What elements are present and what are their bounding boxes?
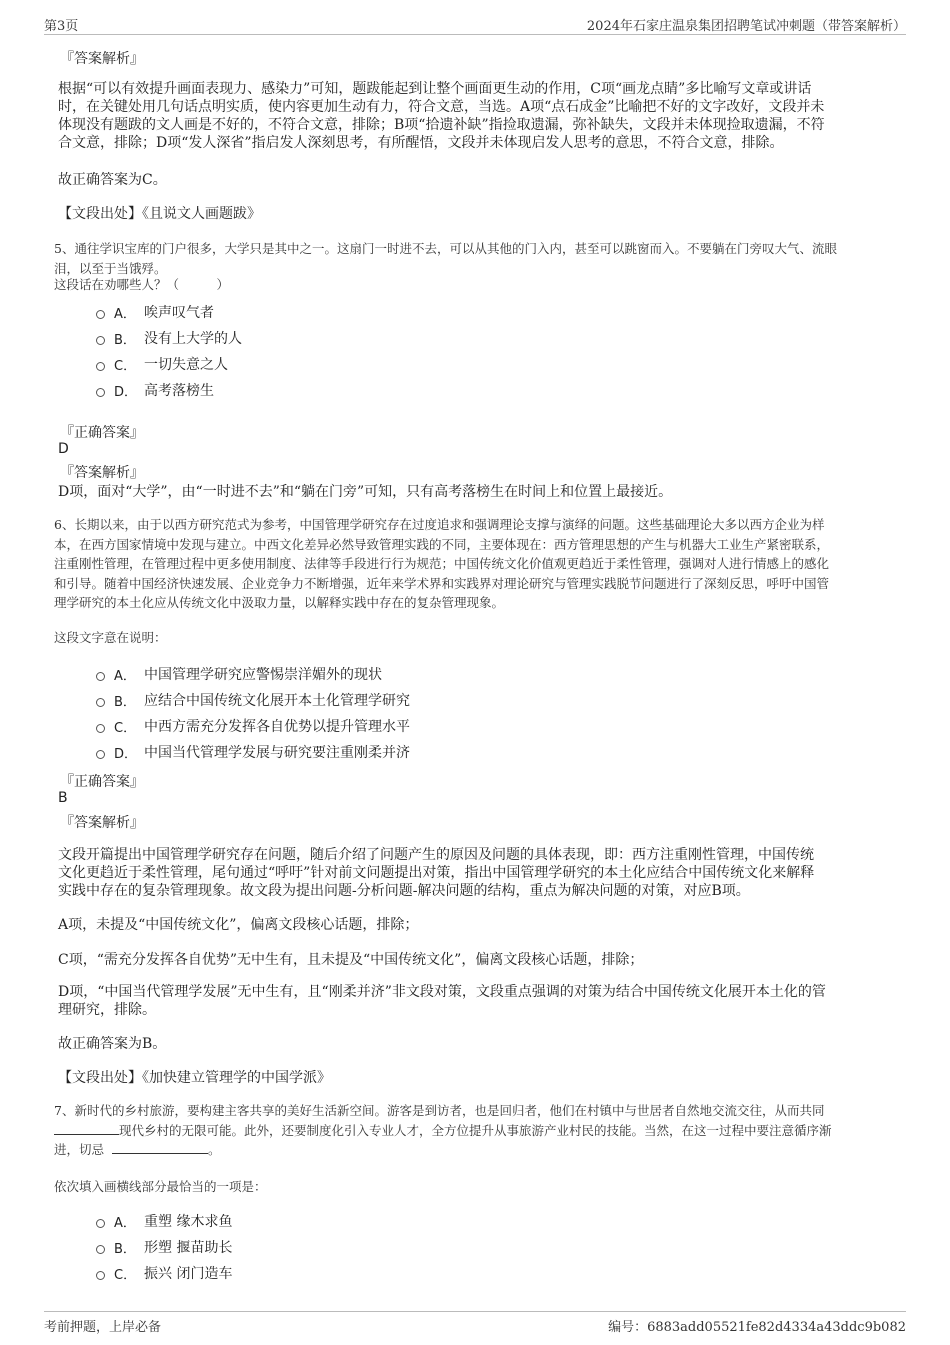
- q5-option-b[interactable]: B． 没有上大学的人: [96, 328, 242, 348]
- q6-analysis-a: A项，未提及“中国传统文化”，偏离文段核心话题，排除；: [58, 917, 419, 933]
- q6-analysis-d: D项，“中国当代管理学发展”无中生有，且“刚柔并济”非文段对策，文段重点强调的对策为结合中国传统文化展开本土化的管 理研究，排除。: [58, 984, 826, 1018]
- q4-conclusion: 故正确答案为C。: [58, 172, 167, 188]
- q6-option-c[interactable]: C． 中西方需充分发挥各自优势以提升管理水平: [96, 716, 410, 736]
- q6-stem-line: 本，在西方国家情境中发现与建立。中西文化差异必然导致管理实践的不同，主要体现在：西方管理思想的产生与机器大工业生产紧密联系，: [54, 536, 830, 552]
- q5-stem: [54, 239, 892, 295]
- q7-stem-line: 7、新时代的乡村旅游，要构建主客共享的美好生活新空间。游客是到访者，也是回归者，他们在村镇中与世居者自然地交流交往，从而共同: [54, 1103, 825, 1118]
- q5-option-a[interactable]: A． 唉声叹气者: [96, 302, 214, 322]
- q6-stem-line: 注重刚性管理，在管理过程中更多使用制度、法律等手段进行行为规范；中国传统文化价值观更趋近于柔性管理，强调对人进行情感上的感化: [54, 556, 830, 571]
- q6-stem-line: 和引导。随着中国经济快速发展、企业竞争力不断增强，近年来学术界和实践界对理论研究与管理实践脱节问题进行了深刻反思，呼吁中国管: [54, 575, 830, 591]
- q7-option-a[interactable]: A． 重塑 缘木求鱼: [96, 1211, 232, 1231]
- radio-icon[interactable]: [96, 698, 105, 707]
- radio-icon[interactable]: [96, 672, 105, 681]
- q5-stem-line: 泪，以至于当饿殍。: [54, 260, 167, 276]
- q7-stem: [54, 1101, 892, 1160]
- q5-analysis-label: 『答案解析』: [60, 465, 144, 481]
- document-id: 编号：6883add05521fe82d4334a43ddc9b082: [608, 1320, 906, 1335]
- q5-stem-line: 5、通往学识宝库的门户很多，大学只是其中之一。这扇门一时进不去，可以从其他的门入内，甚至可以跳窗而入。不要躺在门旁叹大气、流眼: [54, 241, 837, 256]
- q6-answer: B: [58, 790, 68, 806]
- q5-stem-line: 这段话在劝哪些人？（ ）: [54, 277, 230, 292]
- q4-source: 【文段出处】《且说文人画题跋》: [58, 206, 261, 222]
- q5-answer: D: [58, 441, 69, 457]
- radio-icon[interactable]: [96, 388, 105, 397]
- radio-icon[interactable]: [96, 362, 105, 371]
- q6-option-d[interactable]: D． 中国当代管理学发展与研究要注重刚柔并济: [96, 742, 410, 762]
- q4-analysis-line: 根据“可以有效提升画面表现力、感染力”可知，题跋能起到让整个画面更生动的作用，C项“画龙点睛”多比喻写文章或讲话: [58, 81, 812, 97]
- radio-icon[interactable]: [96, 310, 105, 319]
- q6-option-a[interactable]: A． 中国管理学研究应警惕崇洋媚外的现状: [96, 664, 382, 684]
- q6-option-b[interactable]: B． 应结合中国传统文化展开本土化管理学研究: [96, 690, 410, 710]
- q6-analysis-line: 实践中存在的复杂管理现象。故文段为提出问题-分析问题-解决问题的结构，重点为解决问题的对策，对应B项。: [58, 883, 750, 899]
- q5-option-d[interactable]: D． 高考落榜生: [96, 380, 214, 400]
- document-title: 2024年石家庄温泉集团招聘笔试冲刺题（带答案解析）: [586, 19, 906, 34]
- answer-blank: [54, 1121, 119, 1135]
- q6-analysis-line: 文段开篇提出中国管理学研究存在问题，随后介绍了问题产生的原因及问题的具体表现，即：西方注重刚性管理，中国传统: [58, 847, 814, 863]
- q7-option-b[interactable]: B． 形塑 揠苗助长: [96, 1237, 232, 1257]
- radio-icon[interactable]: [96, 724, 105, 733]
- footer-slogan: 考前押题，上岸必备: [44, 1320, 162, 1335]
- q5-option-c[interactable]: C． 一切失意之人: [96, 354, 228, 374]
- radio-icon[interactable]: [96, 1271, 105, 1280]
- radio-icon[interactable]: [96, 750, 105, 759]
- q6-analysis: [58, 846, 888, 900]
- answer-blank: [112, 1140, 208, 1154]
- q5-answer-label: 『正确答案』: [60, 425, 144, 441]
- page-footer: [44, 1311, 906, 1336]
- q6-analysis-c: C项，“需充分发挥各自优势”无中生有，且未提及“中国传统文化”，偏离文段核心话题，排除；: [58, 952, 644, 968]
- q7-stem-line: 现代乡村的无限可能。此外，还要制度化引入专业人才，全方位提升从事旅游产业村民的技能。当然，在这一过程中要注意循序渐: [54, 1121, 892, 1141]
- radio-icon[interactable]: [96, 1219, 105, 1228]
- q7-stem-line: 进，切忌 。: [54, 1142, 221, 1157]
- q6-stem-line: 理学研究的本土化应从传统文化中汲取力量，以解释实践中存在的复杂管理现象。: [54, 595, 505, 610]
- q6-source: 【文段出处】《加快建立管理学的中国学派》: [58, 1070, 331, 1086]
- q6-analysis-label: 『答案解析』: [60, 815, 144, 831]
- q6-conclusion: 故正确答案为B。: [58, 1036, 167, 1052]
- page-header: [44, 14, 906, 35]
- radio-icon[interactable]: [96, 336, 105, 345]
- q4-analysis: [58, 80, 888, 152]
- q4-analysis-line: 时，在关键处用几句话点明实质，使内容更加生动有力，符合文意，当选。A项“点石成金”比喻把不好的文字改好，文段并未: [58, 99, 825, 115]
- q6-stem: [54, 515, 892, 613]
- q6-stem-line: 6、长期以来，由于以西方研究范式为参考，中国管理学研究存在过度追求和强调理论支撑与演绎的问题。这些基础理论大多以西方企业为样: [54, 517, 825, 532]
- q7-option-c[interactable]: C． 振兴 闭门造车: [96, 1263, 232, 1283]
- page-number: 第3页: [44, 19, 79, 34]
- q4-analysis-line: 合文意，排除；D项“发人深省”指启发人深刻思考，有所醒悟，文段并未体现启发人思考的意思，不符合文意，排除。: [58, 135, 784, 151]
- q7-question: 依次填入画横线部分最恰当的一项是：: [54, 1179, 267, 1194]
- q4-analysis-line: 体现没有题跋的文人画是不好的，不符合文意，排除；B项“拾遗补缺”指捡取遗漏，弥补缺失，文段并未体现捡取遗漏，不符: [58, 117, 825, 133]
- radio-icon[interactable]: [96, 1245, 105, 1254]
- q6-analysis-line: 文化更趋近于柔性管理，尾句通过“呼吁”针对前文问题提出对策，指出中国管理学研究的本土化应结合中国传统文化来解释: [58, 865, 815, 881]
- q6-question: 这段文字意在说明：: [54, 630, 167, 645]
- q4-analysis-label: 『答案解析』: [60, 51, 144, 67]
- q5-analysis: D项，面对“大学”，由“一时进不去”和“躺在门旁”可知，只有高考落榜生在时间上和位置上最接近。: [58, 484, 673, 500]
- q6-answer-label: 『正确答案』: [60, 774, 144, 790]
